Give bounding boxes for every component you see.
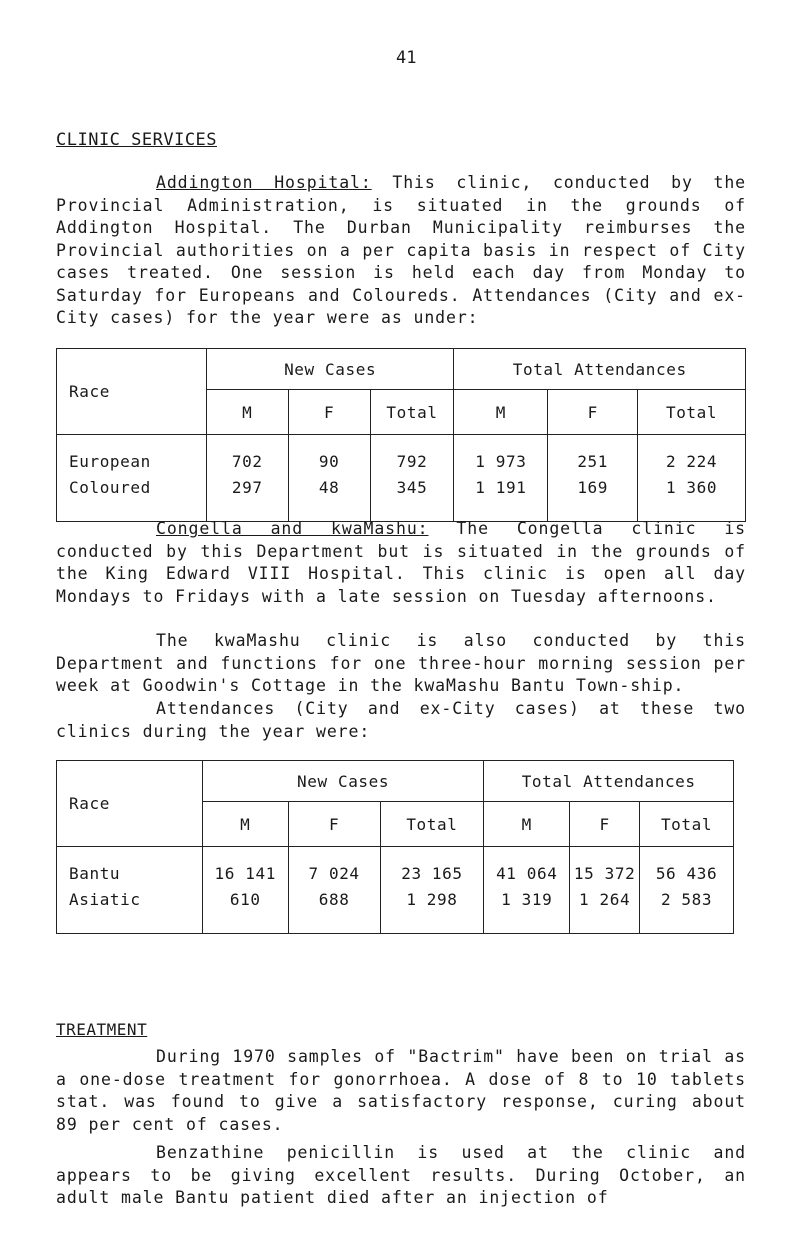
clinic-services-heading: CLINIC SERVICES <box>56 130 218 150</box>
race-cell <box>57 847 203 934</box>
col-header-f: F <box>288 390 370 435</box>
race-cell <box>57 435 207 522</box>
data-cell: 23 165 1 298 <box>380 847 484 934</box>
kwamashu-paragraph <box>56 630 746 698</box>
col-header-f: F <box>570 802 640 847</box>
data-cell: 41 064 1 319 <box>484 847 570 934</box>
race-header: Race <box>57 761 203 847</box>
col-header-m: M <box>206 390 288 435</box>
bactrim-paragraph <box>56 1046 746 1136</box>
attendances-paragraph <box>56 698 746 743</box>
col-header-total: Total <box>638 390 746 435</box>
col-header-m: M <box>484 802 570 847</box>
race-label: Asiatic <box>69 890 141 909</box>
col-header-m: M <box>202 802 288 847</box>
col-header-m: M <box>454 390 548 435</box>
addington-table <box>56 348 746 522</box>
congella-paragraph <box>56 518 746 608</box>
bactrim-text: During 1970 samples of "Bactrim" have been on trial as a one-dose treatment for gonorrhoea. A dose of 8 to 10 tablets stat. was found to give a satisfactory response, curing about 89 per cent of cases. <box>56 1047 746 1134</box>
total-attendances-header: Total Attendances <box>484 761 734 802</box>
benzathine-paragraph <box>56 1142 746 1210</box>
kwamashu-text: The kwaMashu clinic is also conducted by this Department and functions for one three-hour morning session per week at Goodwin's Cottage in the kwaMashu Bantu Town-ship. <box>56 631 746 695</box>
data-cell: 792 345 <box>370 435 454 522</box>
data-cell: 2 224 1 360 <box>638 435 746 522</box>
race-header: Race <box>57 349 207 435</box>
data-cell: 7 024 688 <box>288 847 380 934</box>
data-cell: 90 48 <box>288 435 370 522</box>
data-cell: 56 436 2 583 <box>640 847 734 934</box>
page-number: 41 <box>396 48 417 68</box>
race-label: Bantu <box>69 864 121 883</box>
congella-text: The Congella clinic is conducted by this Department but is situated in the grounds of the King Edward VIII Hospital. This clinic is open all day Mondays to Fridays with a late session on Tuesday afternoons. <box>56 519 746 606</box>
addington-lead: Addington Hospital: <box>156 173 372 192</box>
congella-kwamashu-table <box>56 760 734 934</box>
data-cell: 702 297 <box>206 435 288 522</box>
col-header-total: Total <box>380 802 484 847</box>
col-header-f: F <box>288 802 380 847</box>
attendances-text: Attendances (City and ex-City cases) at these two clinics during the year were: <box>56 699 746 741</box>
col-header-total: Total <box>370 390 454 435</box>
total-attendances-header: Total Attendances <box>454 349 746 390</box>
data-cell: 16 141 610 <box>202 847 288 934</box>
new-cases-header: New Cases <box>206 349 454 390</box>
treatment-heading: TREATMENT <box>56 1020 148 1039</box>
data-cell: 251 169 <box>548 435 638 522</box>
addington-text: This clinic, conducted by the Provincial Administration, is situated in the grounds of Addington Hospital. The Durban Municipality reimburses the Provincial authorities on a per capita basis in respect of City cases treated. One session is held each day from Monday to Saturday for Europeans and Coloureds. Attendances (City and ex-City cases) for the year were as under: <box>56 173 747 327</box>
new-cases-header: New Cases <box>202 761 484 802</box>
race-label: European <box>69 452 151 471</box>
congella-lead: Congella and kwaMashu: <box>156 519 429 538</box>
race-label: Coloured <box>69 478 151 497</box>
col-header-f: F <box>548 390 638 435</box>
data-cell: 15 372 1 264 <box>570 847 640 934</box>
data-cell: 1 973 1 191 <box>454 435 548 522</box>
addington-paragraph <box>56 172 746 330</box>
col-header-total: Total <box>640 802 734 847</box>
benzathine-text: Benzathine penicillin is used at the clinic and appears to be giving excellent results. During October, an adult male Bantu patient died after an injection of <box>56 1143 746 1207</box>
